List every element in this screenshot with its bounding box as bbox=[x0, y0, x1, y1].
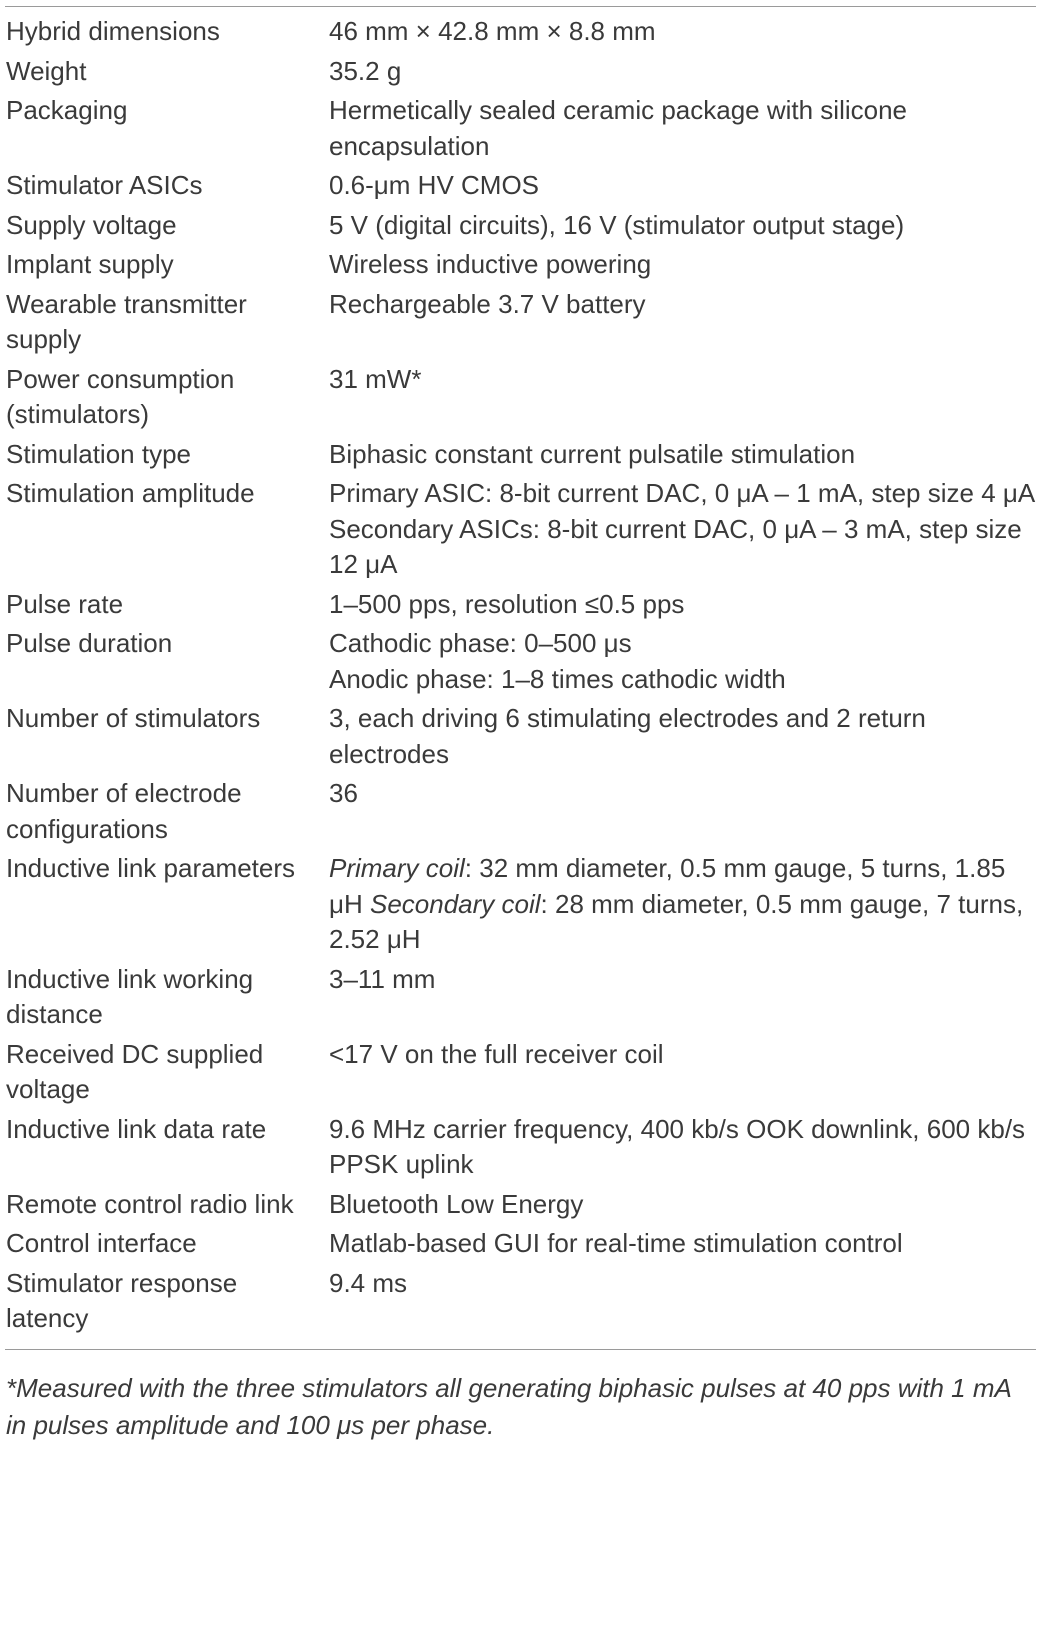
table-row bbox=[5, 93, 1036, 168]
table-row bbox=[5, 54, 1036, 94]
row-label: Inductive link working distance bbox=[6, 963, 254, 1029]
row-value bbox=[329, 1187, 1036, 1227]
value-line: 31 mW* bbox=[329, 363, 422, 394]
row-value bbox=[329, 14, 1036, 54]
table-row bbox=[5, 437, 1036, 477]
value-line: 0.6-μm HV CMOS bbox=[329, 170, 540, 200]
row-label: Stimulator response latency bbox=[6, 1267, 238, 1333]
value-line: Matlab-based GUI for real-time stimulation control bbox=[329, 1228, 903, 1258]
value-term: Secondary coil bbox=[369, 888, 541, 919]
table-row bbox=[5, 962, 1036, 1037]
row-value bbox=[329, 1037, 1036, 1112]
table-row bbox=[5, 776, 1036, 851]
row-value bbox=[329, 168, 1036, 208]
row-value bbox=[329, 851, 1036, 962]
row-value bbox=[329, 701, 1036, 776]
row-value bbox=[329, 54, 1036, 94]
value-line: Anodic phase: 1–8 times cathodic width bbox=[329, 663, 786, 694]
table-row bbox=[5, 14, 1036, 54]
table-row bbox=[5, 851, 1036, 962]
specifications-table bbox=[5, 14, 1036, 1341]
table-row bbox=[5, 587, 1036, 627]
row-value bbox=[329, 1266, 1036, 1341]
row-label: Number of electrode configurations bbox=[6, 778, 242, 844]
value-line: Cathodic phase: 0–500 μs bbox=[329, 628, 632, 658]
table-row bbox=[5, 1037, 1036, 1112]
table-row bbox=[5, 1112, 1036, 1187]
value-text: : 32 mm diameter, 0.5 mm gauge, 5 turns, 1.85 μH bbox=[329, 853, 1006, 919]
row-label: Implant supply bbox=[6, 249, 174, 279]
value-line: 35.2 g bbox=[329, 55, 402, 86]
row-label: Stimulation amplitude bbox=[6, 478, 255, 508]
row-label: Pulse rate bbox=[6, 588, 124, 619]
row-label: Inductive link parameters bbox=[6, 853, 296, 883]
row-label: Inductive link data rate bbox=[6, 1113, 267, 1144]
table-row bbox=[5, 476, 1036, 587]
value-line: 3, each driving 6 stimulating electrodes and 2 return electrodes bbox=[329, 703, 926, 769]
row-value bbox=[329, 587, 1036, 627]
row-value bbox=[329, 1226, 1036, 1266]
value-line: Rechargeable 3.7 V battery bbox=[329, 288, 646, 319]
row-label: Supply voltage bbox=[6, 209, 177, 240]
value-line: Secondary ASICs: 8-bit current DAC, 0 μA – 3 mA, step size 12 μA bbox=[329, 513, 1022, 579]
value-line: Wireless inductive powering bbox=[329, 249, 652, 279]
value-term: Primary coil bbox=[329, 853, 465, 883]
table-row bbox=[5, 287, 1036, 362]
table-row bbox=[5, 1187, 1036, 1227]
value-line: 9.4 ms bbox=[329, 1267, 408, 1298]
row-value bbox=[329, 208, 1036, 248]
value-line: Hermetically sealed ceramic package with silicone encapsulation bbox=[329, 95, 908, 161]
row-value bbox=[329, 287, 1036, 362]
row-label: Packaging bbox=[6, 95, 128, 125]
row-value bbox=[329, 962, 1036, 1037]
table-row bbox=[5, 1226, 1036, 1266]
value-line: <17 V on the full receiver coil bbox=[329, 1038, 664, 1069]
table-row bbox=[5, 168, 1036, 208]
table-row bbox=[5, 1266, 1036, 1341]
row-label: Number of stimulators bbox=[6, 703, 261, 733]
row-value bbox=[329, 1112, 1036, 1187]
value-line: 9.6 MHz carrier frequency, 400 kb/s OOK downlink, 600 kb/s PPSK uplink bbox=[329, 1113, 1026, 1179]
specifications-table-body bbox=[5, 14, 1036, 1341]
table-footnote: *Measured with the three stimulators all generating biphasic pulses at 40 pps with 1 mA in pulses amplitude and 100 μs per phase. bbox=[6, 1372, 1011, 1440]
row-value bbox=[329, 437, 1036, 477]
row-value bbox=[329, 776, 1036, 851]
row-label: Pulse duration bbox=[6, 628, 173, 658]
table-row bbox=[5, 208, 1036, 248]
spec-table-page bbox=[0, 6, 1039, 1634]
row-value bbox=[329, 247, 1036, 287]
value-line: 3–11 mm bbox=[329, 963, 436, 994]
row-label: Stimulation type bbox=[6, 438, 191, 469]
value-line: 5 V (digital circuits), 16 V (stimulator output stage) bbox=[329, 209, 905, 240]
row-label: Weight bbox=[6, 55, 87, 86]
row-label: Received DC supplied voltage bbox=[6, 1038, 264, 1104]
table-row bbox=[5, 247, 1036, 287]
bottom-rule bbox=[5, 1349, 1036, 1350]
value-text: : 28 mm diameter, 0.5 mm gauge, 7 turns, 2.52 μH bbox=[329, 888, 1024, 954]
value-line: Bluetooth Low Energy bbox=[329, 1188, 584, 1219]
value-line: 36 bbox=[329, 778, 358, 808]
row-label: Stimulator ASICs bbox=[6, 170, 203, 200]
row-label: Hybrid dimensions bbox=[6, 16, 220, 46]
row-label: Control interface bbox=[6, 1228, 197, 1258]
table-row bbox=[5, 701, 1036, 776]
row-value bbox=[329, 93, 1036, 168]
value-line: 1–500 pps, resolution ≤0.5 pps bbox=[329, 588, 685, 619]
row-label: Remote control radio link bbox=[6, 1188, 294, 1219]
row-value bbox=[329, 626, 1036, 701]
row-label: Power consumption (stimulators) bbox=[6, 363, 235, 429]
top-rule bbox=[5, 6, 1036, 7]
value-line: Biphasic constant current pulsatile stimulation bbox=[329, 438, 856, 469]
row-label: Wearable transmitter supply bbox=[6, 288, 247, 354]
table-row bbox=[5, 362, 1036, 437]
value-line: 46 mm × 42.8 mm × 8.8 mm bbox=[329, 16, 656, 46]
row-value bbox=[329, 476, 1036, 587]
row-value bbox=[329, 362, 1036, 437]
table-row bbox=[5, 626, 1036, 701]
value-line: Primary ASIC: 8-bit current DAC, 0 μA – 1 mA, step size 4 μA bbox=[329, 478, 1036, 508]
